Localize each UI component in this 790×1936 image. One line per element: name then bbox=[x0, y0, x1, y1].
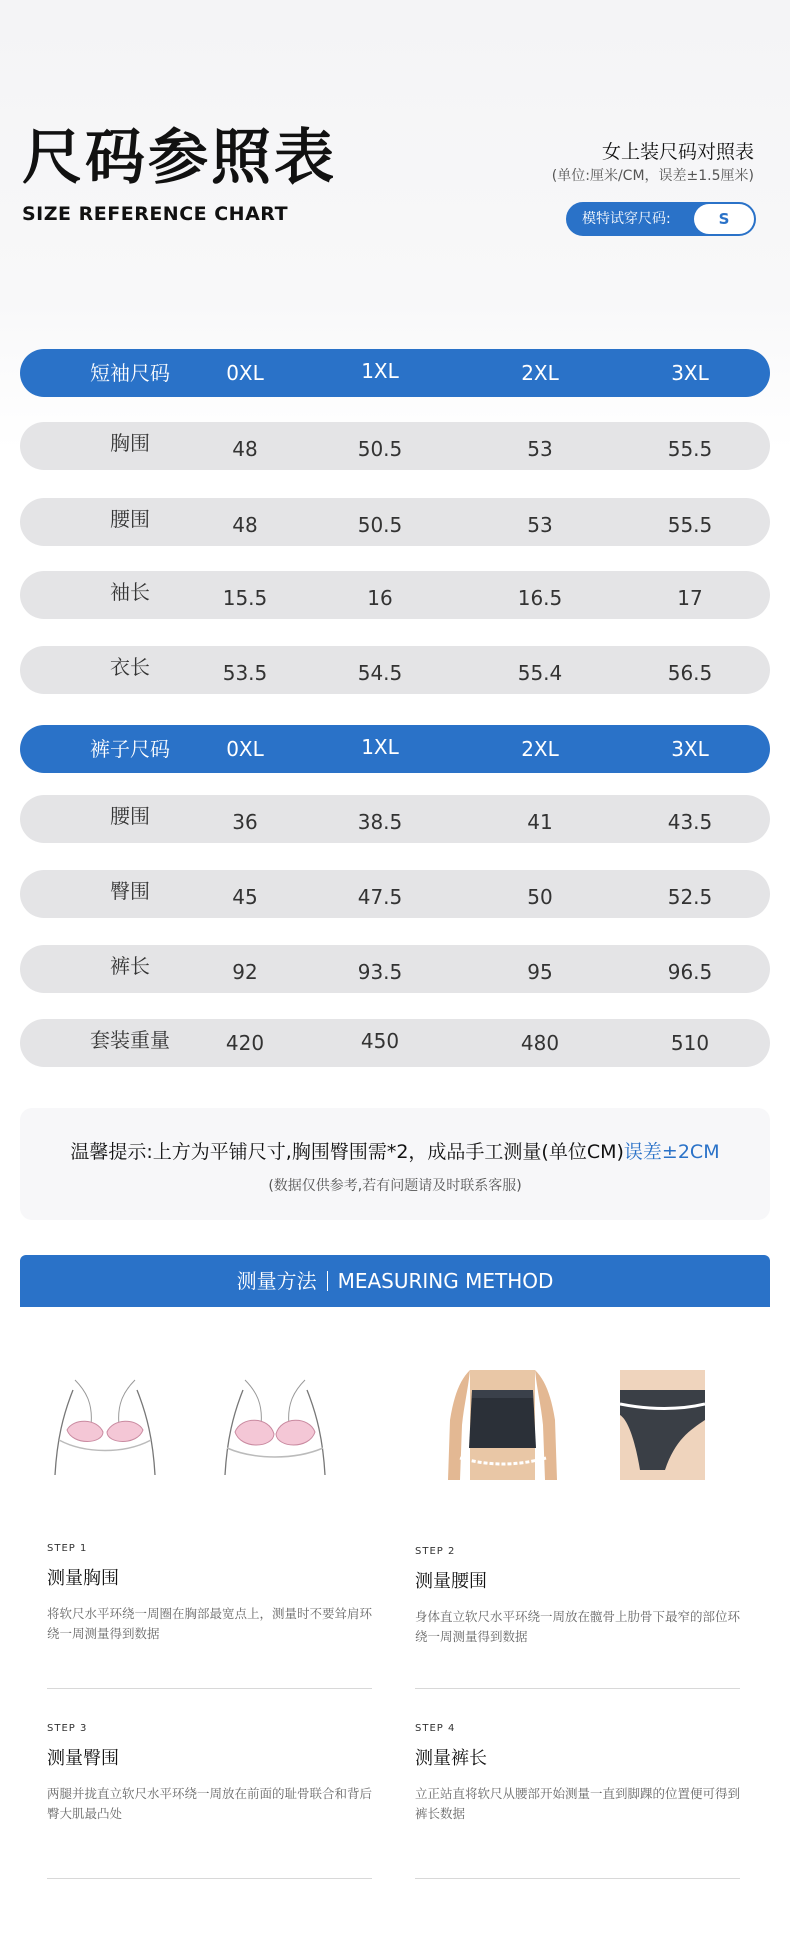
tip-subtext: (数据仅供参考,若有问题请及时联系客服) bbox=[268, 1178, 522, 1194]
divider bbox=[415, 1878, 740, 1879]
table-cell: 45 bbox=[232, 885, 258, 909]
tip-highlight: 误差±2CM bbox=[623, 1141, 720, 1163]
step-1 bbox=[47, 1543, 377, 1644]
tank-top-waist-illustration bbox=[440, 1370, 565, 1480]
table-cell: 56.5 bbox=[667, 661, 713, 685]
table-header-row bbox=[20, 725, 770, 773]
step-title: 测量腰围 bbox=[415, 1571, 487, 1592]
step-4 bbox=[415, 1723, 745, 1824]
table-row bbox=[20, 795, 770, 843]
table-row bbox=[20, 870, 770, 918]
table-header-cell: 3XL bbox=[671, 737, 709, 761]
table-header-cell: 1XL bbox=[361, 359, 399, 383]
step-title: 测量臀围 bbox=[47, 1748, 119, 1769]
table-cell: 50.5 bbox=[357, 513, 403, 537]
step-2 bbox=[415, 1546, 745, 1647]
step-description: 将软尺水平环绕一周圈在胸部最宽点上，测量时不要耸肩环绕一周测量得到数据 bbox=[47, 1606, 373, 1641]
table-cell: 16 bbox=[367, 586, 393, 610]
page-title: 尺码参照表 bbox=[22, 123, 337, 193]
step-title: 测量裤长 bbox=[415, 1748, 487, 1769]
table-cell: 510 bbox=[670, 1031, 710, 1055]
table-row bbox=[20, 646, 770, 694]
table-row bbox=[20, 571, 770, 619]
table-cell: 50 bbox=[527, 885, 553, 909]
table-row-label: 腰围 bbox=[110, 507, 150, 531]
table-row-label: 胸围 bbox=[110, 431, 150, 455]
table-row bbox=[20, 498, 770, 546]
table-cell: 95 bbox=[527, 960, 553, 984]
step-description: 立正站直将软尺从腰部开始测量一直到脚踝的位置便可得到裤长数据 bbox=[415, 1786, 741, 1821]
table-cell: 52.5 bbox=[667, 885, 713, 909]
table-cell: 420 bbox=[225, 1031, 265, 1055]
step-label: STEP 3 bbox=[47, 1723, 88, 1734]
reference-title: 女上装尺码对照表 bbox=[601, 141, 754, 163]
table-cell: 41 bbox=[527, 810, 553, 834]
table-row-label: 臀围 bbox=[110, 879, 150, 903]
model-size-value: S bbox=[694, 204, 754, 234]
table-cell: 48 bbox=[232, 513, 258, 537]
table-header-cell: 裤子尺码 bbox=[90, 737, 170, 761]
tip-main-text: 温馨提示:上方为平铺尺寸,胸围臀围需*2，成品手工测量(单位CM) bbox=[70, 1141, 624, 1163]
table-row-label: 套装重量 bbox=[90, 1028, 170, 1052]
step-label: STEP 2 bbox=[415, 1546, 456, 1557]
table-header-cell: 短袖尺码 bbox=[90, 361, 170, 385]
table-cell: 17 bbox=[677, 586, 703, 610]
table-row-label: 腰围 bbox=[110, 804, 150, 828]
briefs-hip-illustration bbox=[620, 1370, 705, 1480]
bra-measure-illustration-2 bbox=[215, 1370, 335, 1480]
step-label: STEP 4 bbox=[415, 1723, 456, 1734]
page-subtitle: SIZE REFERENCE CHART bbox=[22, 203, 289, 225]
table-header-row bbox=[20, 349, 770, 397]
table-cell: 50.5 bbox=[357, 437, 403, 461]
table-cell: 43.5 bbox=[667, 810, 713, 834]
table-header-cell: 2XL bbox=[521, 737, 559, 761]
table-header-cell: 0XL bbox=[226, 361, 264, 385]
table-header-cell: 1XL bbox=[361, 735, 399, 759]
table-cell: 16.5 bbox=[517, 586, 563, 610]
divider bbox=[327, 1271, 328, 1291]
table-row bbox=[20, 1019, 770, 1067]
step-title: 测量胸围 bbox=[47, 1568, 119, 1589]
table-header-cell: 3XL bbox=[671, 361, 709, 385]
divider bbox=[47, 1688, 372, 1689]
table-cell: 53.5 bbox=[222, 661, 268, 685]
table-header-cell: 0XL bbox=[226, 737, 264, 761]
table-cell: 55.5 bbox=[667, 437, 713, 461]
model-size-label: 模特试穿尺码: bbox=[582, 211, 671, 227]
table-row bbox=[20, 945, 770, 993]
table-cell: 480 bbox=[520, 1031, 560, 1055]
table-cell: 96.5 bbox=[667, 960, 713, 984]
divider bbox=[415, 1688, 740, 1689]
tip-text bbox=[0, 1137, 790, 1164]
table-cell: 36 bbox=[232, 810, 258, 834]
table-cell: 53 bbox=[527, 513, 553, 537]
table-cell: 15.5 bbox=[222, 586, 268, 610]
table-cell: 55.4 bbox=[517, 661, 563, 685]
step-3 bbox=[47, 1723, 377, 1824]
table-cell: 47.5 bbox=[357, 885, 403, 909]
table-cell: 450 bbox=[360, 1029, 400, 1053]
measuring-title-cn: 测量方法 bbox=[236, 1269, 317, 1293]
table-row-label: 衣长 bbox=[110, 655, 150, 679]
table-row-label: 裤长 bbox=[110, 954, 150, 978]
step-label: STEP 1 bbox=[47, 1543, 88, 1554]
step-description: 身体直立软尺水平环绕一周放在髋骨上肋骨下最窄的部位环绕一周测量得到数据 bbox=[415, 1609, 741, 1644]
measuring-title-en: MEASURING METHOD bbox=[337, 1269, 554, 1293]
table-cell: 53 bbox=[527, 437, 553, 461]
tip-box bbox=[20, 1108, 770, 1220]
table-cell: 92 bbox=[232, 960, 258, 984]
step-description: 两腿并拢直立软尺水平环绕一周放在前面的耻骨联合和背后臀大肌最凸处 bbox=[47, 1786, 373, 1821]
table-row bbox=[20, 422, 770, 470]
table-cell: 38.5 bbox=[357, 810, 403, 834]
divider bbox=[47, 1878, 372, 1879]
table-cell: 93.5 bbox=[357, 960, 403, 984]
table-header-cell: 2XL bbox=[521, 361, 559, 385]
table-cell: 55.5 bbox=[667, 513, 713, 537]
table-cell: 54.5 bbox=[357, 661, 403, 685]
bra-measure-illustration-1 bbox=[45, 1370, 165, 1480]
unit-note: (单位:厘米/CM，误差±1.5厘米) bbox=[551, 168, 754, 184]
table-cell: 48 bbox=[232, 437, 258, 461]
measuring-method-banner bbox=[20, 1255, 770, 1307]
model-size-badge bbox=[566, 202, 756, 236]
table-row-label: 袖长 bbox=[110, 580, 150, 604]
